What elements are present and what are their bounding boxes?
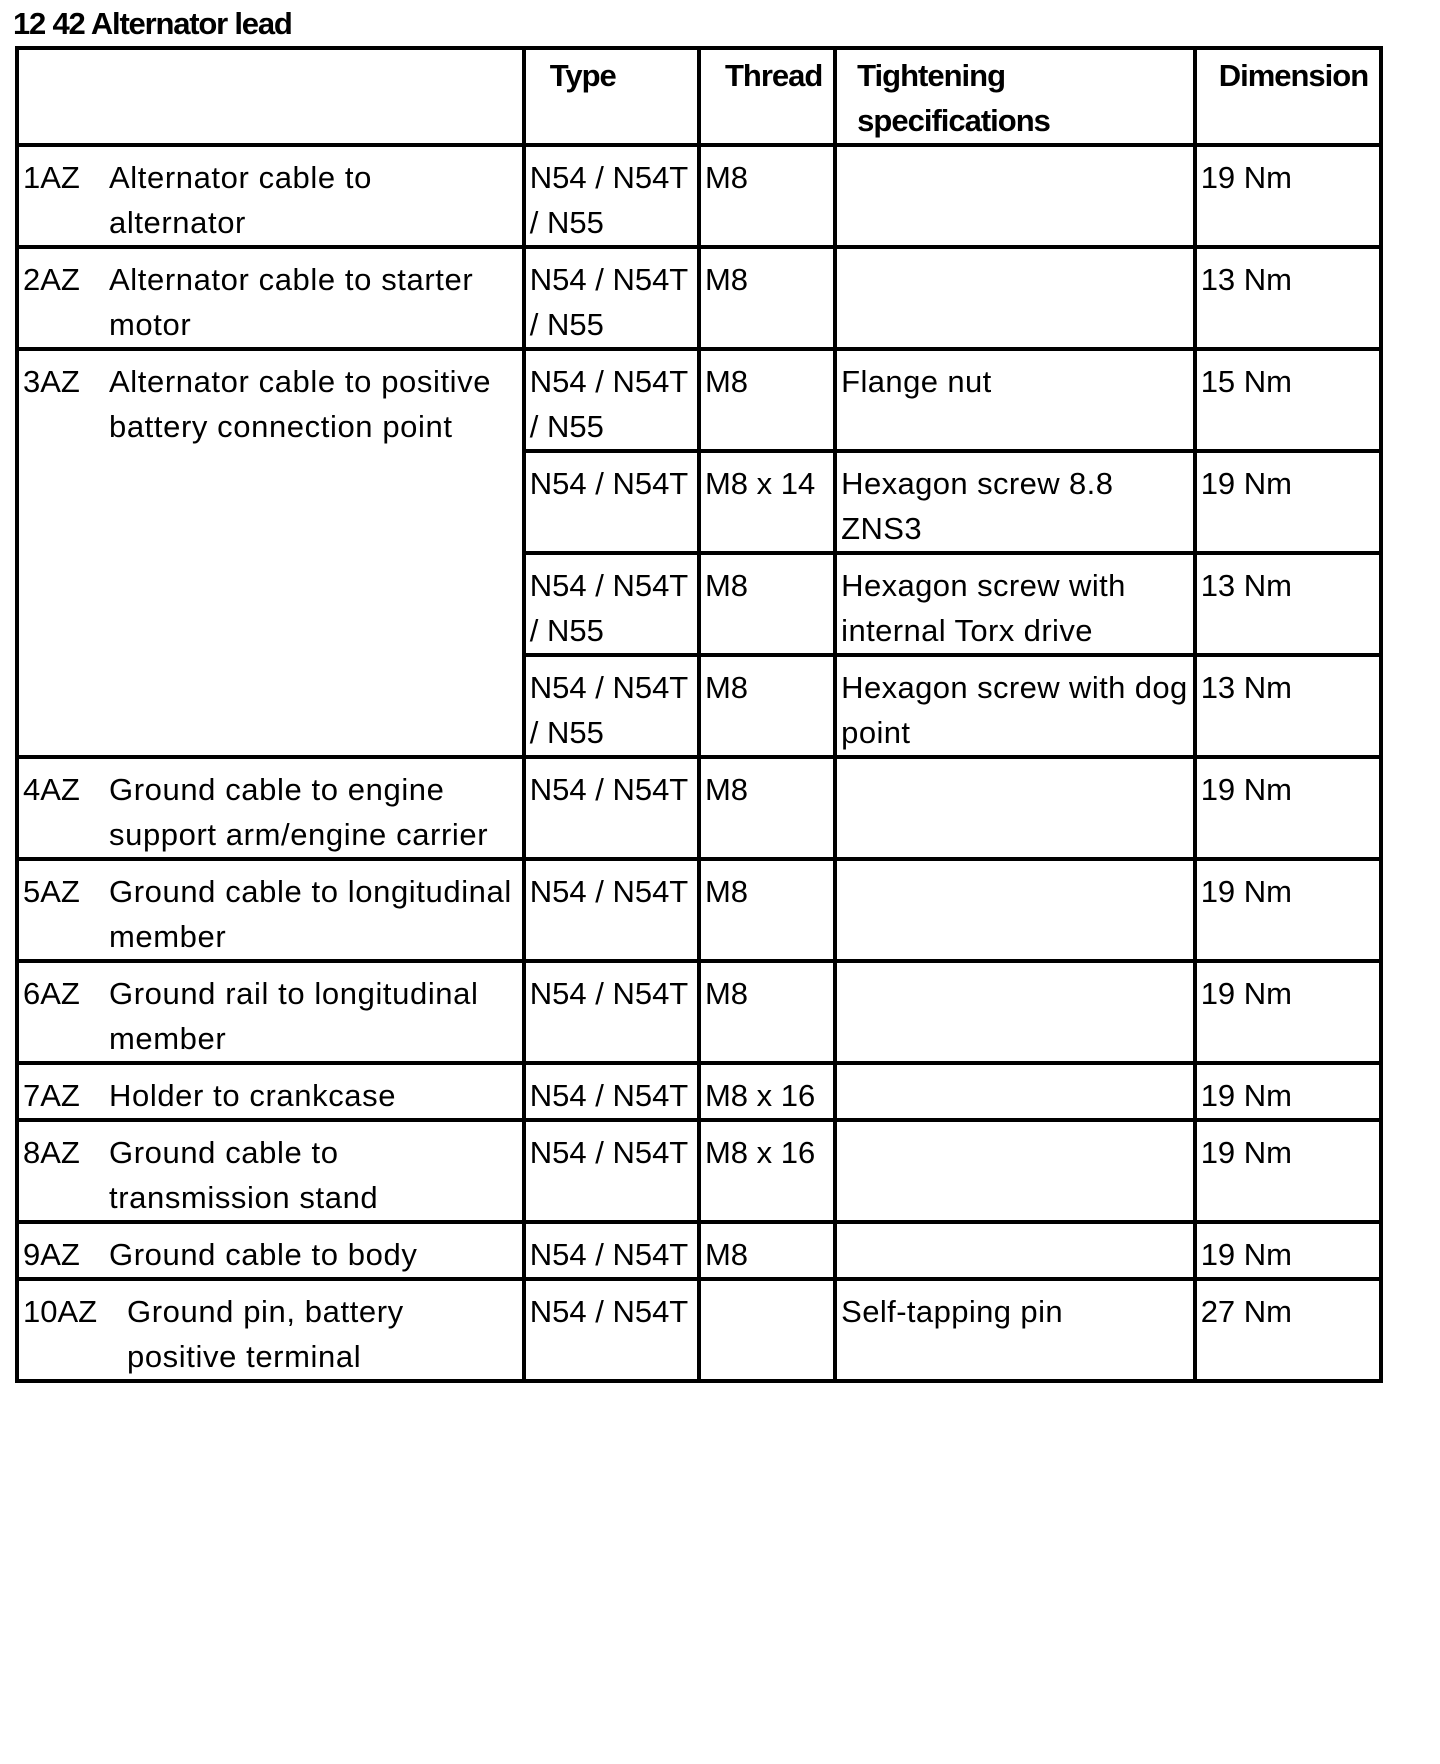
thread-cell: M8 [699, 145, 835, 247]
tightening-spec-cell [835, 1063, 1195, 1120]
position-wrapper [23, 155, 518, 245]
tightening-spec-cell: Hexagon screw 8.8 ZNS3 [835, 451, 1195, 553]
thread-cell: M8 [699, 349, 835, 451]
type-cell: N54 / N54T [524, 859, 699, 961]
dimension-cell: 15 Nm [1195, 349, 1381, 451]
position-description: Ground rail to longitudinal member [109, 976, 479, 1056]
thread-cell: M8 x 14 [699, 451, 835, 553]
dimension-cell: 19 Nm [1195, 961, 1381, 1063]
type-cell: N54 / N54T / N55 [524, 247, 699, 349]
position-wrapper [23, 971, 518, 1061]
position-cell [17, 1063, 524, 1120]
position-number: 9AZ [23, 1237, 80, 1272]
dimension-cell: 19 Nm [1195, 1063, 1381, 1120]
position-wrapper [23, 1289, 518, 1379]
tightening-spec-cell [835, 961, 1195, 1063]
position-number: 3AZ [23, 364, 80, 399]
tightening-spec-cell: Hexagon screw with dog point [835, 655, 1195, 757]
type-cell: N54 / N54T / N55 [524, 349, 699, 451]
position-number: 8AZ [23, 1135, 80, 1170]
table-body [17, 145, 1381, 1381]
tightening-spec-cell [835, 1222, 1195, 1279]
type-cell: N54 / N54T [524, 1120, 699, 1222]
position-cell [17, 1222, 524, 1279]
column-header-dimension: Dimension [1195, 48, 1381, 145]
table-row [17, 1063, 1381, 1120]
position-wrapper [23, 869, 518, 959]
thread-cell: M8 [699, 961, 835, 1063]
column-header-position [17, 48, 524, 145]
position-description: Alternator cable to positive battery connection point [109, 364, 492, 444]
table-row [17, 349, 1381, 451]
dimension-cell: 13 Nm [1195, 247, 1381, 349]
position-description: Alternator cable to starter motor [109, 262, 474, 342]
position-number: 2AZ [23, 262, 80, 297]
position-description: Ground cable to transmission stand [109, 1135, 379, 1215]
table-row [17, 1222, 1381, 1279]
column-header-thread: Thread [699, 48, 835, 145]
thread-cell: M8 x 16 [699, 1063, 835, 1120]
position-number: 6AZ [23, 976, 80, 1011]
column-header-type: Type [524, 48, 699, 145]
dimension-cell: 19 Nm [1195, 145, 1381, 247]
dimension-cell: 19 Nm [1195, 859, 1381, 961]
position-description: Ground pin, battery positive terminal [127, 1294, 404, 1374]
dimension-cell: 27 Nm [1195, 1279, 1381, 1381]
position-cell [17, 1279, 524, 1381]
table-row [17, 961, 1381, 1063]
tightening-spec-cell: Hexagon screw with internal Torx drive [835, 553, 1195, 655]
position-cell [17, 145, 524, 247]
thread-cell: M8 [699, 757, 835, 859]
position-description: Ground cable to body [109, 1237, 418, 1272]
type-cell: N54 / N54T [524, 961, 699, 1063]
position-cell [17, 859, 524, 961]
tightening-spec-cell: Flange nut [835, 349, 1195, 451]
position-description: Ground cable to longitudinal member [109, 874, 512, 954]
position-cell [17, 757, 524, 859]
thread-cell: M8 [699, 247, 835, 349]
position-cell [17, 1120, 524, 1222]
table-row [17, 1279, 1381, 1381]
dimension-cell: 19 Nm [1195, 1222, 1381, 1279]
type-cell: N54 / N54T / N55 [524, 145, 699, 247]
position-cell [17, 247, 524, 349]
tightening-spec-cell [835, 859, 1195, 961]
tightening-spec-cell [835, 247, 1195, 349]
position-wrapper [23, 1073, 518, 1118]
type-cell: N54 / N54T / N55 [524, 655, 699, 757]
thread-cell: M8 x 16 [699, 1120, 835, 1222]
type-cell: N54 / N54T / N55 [524, 553, 699, 655]
position-wrapper [23, 767, 518, 857]
thread-cell: M8 [699, 1222, 835, 1279]
type-cell: N54 / N54T [524, 1279, 699, 1381]
position-cell [17, 961, 524, 1063]
position-description: Ground cable to engine support arm/engine carrier [109, 772, 489, 852]
position-number: 10AZ [23, 1294, 98, 1329]
table-row [17, 1120, 1381, 1222]
document-title: 12 42 Alternator lead [13, 6, 292, 41]
dimension-cell: 13 Nm [1195, 655, 1381, 757]
tightening-spec-cell [835, 757, 1195, 859]
position-wrapper [23, 1232, 518, 1277]
type-cell: N54 / N54T [524, 757, 699, 859]
position-description: Holder to crankcase [109, 1078, 397, 1113]
position-description: Alternator cable to alternator [109, 160, 372, 240]
position-wrapper [23, 359, 518, 449]
table-row [17, 859, 1381, 961]
position-wrapper [23, 1130, 518, 1220]
thread-cell [699, 1279, 835, 1381]
type-cell: N54 / N54T [524, 1222, 699, 1279]
type-cell: N54 / N54T [524, 451, 699, 553]
position-number: 4AZ [23, 772, 80, 807]
position-wrapper [23, 257, 518, 347]
table-row [17, 247, 1381, 349]
position-number: 5AZ [23, 874, 80, 909]
tightening-spec-cell: Self-tapping pin [835, 1279, 1195, 1381]
column-header-tightening: Tightening specifications [835, 48, 1195, 145]
position-cell [17, 349, 524, 757]
dimension-cell: 19 Nm [1195, 451, 1381, 553]
torque-spec-table [15, 46, 1383, 1383]
table-row [17, 757, 1381, 859]
tightening-spec-cell [835, 145, 1195, 247]
position-number: 7AZ [23, 1078, 80, 1113]
position-number: 1AZ [23, 160, 80, 195]
dimension-cell: 19 Nm [1195, 757, 1381, 859]
thread-cell: M8 [699, 859, 835, 961]
tightening-spec-cell [835, 1120, 1195, 1222]
thread-cell: M8 [699, 655, 835, 757]
thread-cell: M8 [699, 553, 835, 655]
dimension-cell: 19 Nm [1195, 1120, 1381, 1222]
type-cell: N54 / N54T [524, 1063, 699, 1120]
table-header-row [17, 48, 1381, 145]
dimension-cell: 13 Nm [1195, 553, 1381, 655]
table-row [17, 145, 1381, 247]
